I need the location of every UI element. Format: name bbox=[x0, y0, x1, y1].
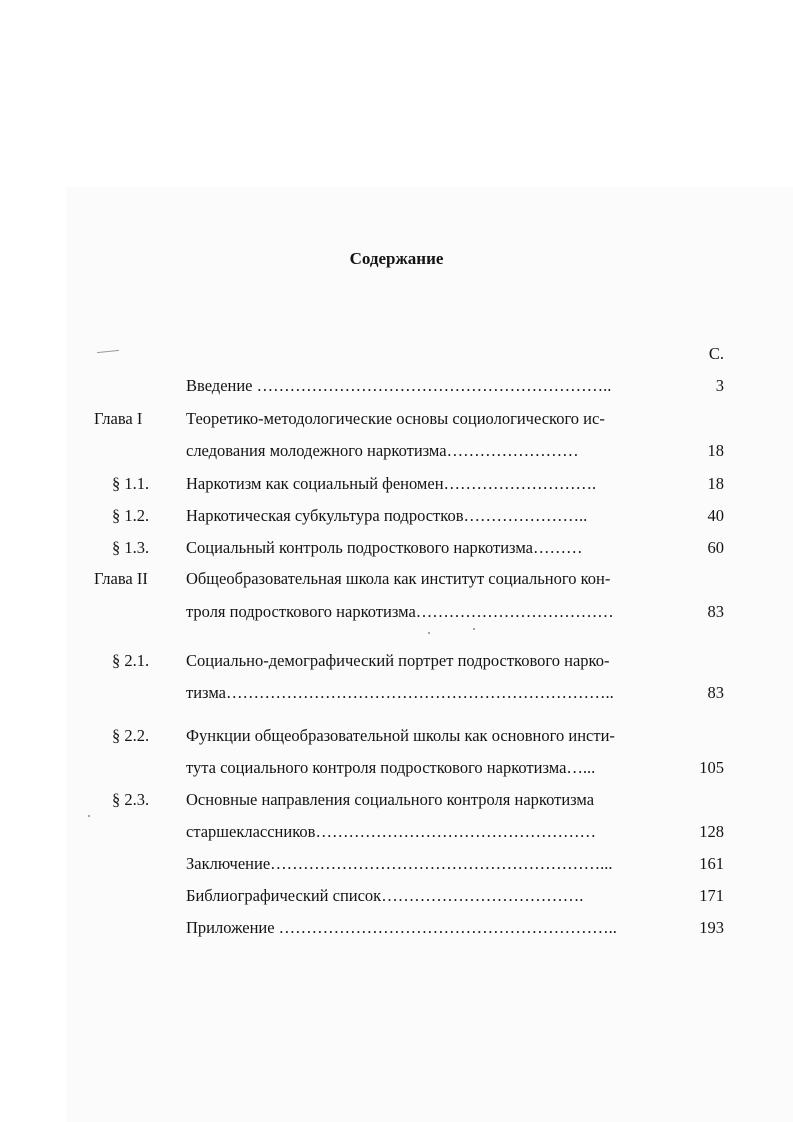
toc-entry-label: § 1.3. bbox=[112, 538, 150, 557]
toc-entry-label: § 1.1. bbox=[112, 474, 150, 493]
page-column-header: С. bbox=[708, 344, 724, 363]
scan-speck bbox=[428, 632, 430, 634]
toc-entry-text: Общеобразовательная школа как институт социального кон- bbox=[186, 569, 611, 588]
toc-entry-page: 18 bbox=[707, 441, 724, 460]
toc-entry-page: 3 bbox=[715, 376, 724, 395]
toc-entry-text: Приложение …………………………………………………….. bbox=[186, 918, 617, 937]
toc-entry-page: 83 bbox=[707, 602, 724, 621]
scan-speck bbox=[473, 628, 475, 630]
toc-entry-text: Социально-демографический портрет подросткового нарко- bbox=[186, 651, 610, 670]
toc-entry-page: 128 bbox=[699, 822, 724, 841]
toc-entry-label: § 2.2. bbox=[112, 726, 150, 745]
toc-entry-text: тизма…………………………………………………………….. bbox=[186, 683, 614, 702]
toc-entry-text: Функции общеобразовательной школы как основного инсти- bbox=[186, 726, 615, 745]
toc-entry-page: 40 bbox=[707, 506, 724, 525]
toc-entry-label: § 2.3. bbox=[112, 790, 150, 809]
toc-entry-page: 18 bbox=[707, 474, 724, 493]
toc-entry-text: тута социального контроля подросткового наркотизма…... bbox=[186, 758, 596, 777]
toc-entry-text: следования молодежного наркотизма…………………… bbox=[186, 441, 579, 460]
toc-entry-page: 193 bbox=[699, 918, 724, 937]
scan-speck bbox=[88, 815, 90, 817]
toc-entry-label: § 1.2. bbox=[112, 506, 150, 525]
toc-entry-text: Введение ……………………………………………………….. bbox=[186, 376, 612, 395]
toc-entry-text: Теоретико-методологические основы социологического ис- bbox=[186, 409, 605, 428]
toc-entry-page: 105 bbox=[699, 758, 724, 777]
toc-entry-page: 171 bbox=[699, 886, 724, 905]
toc-entry-label: Глава II bbox=[94, 569, 148, 588]
toc-title: Содержание bbox=[349, 249, 444, 268]
toc-entry-page: 83 bbox=[707, 683, 724, 702]
toc-entry-text: Социальный контроль подросткового наркотизма……… bbox=[186, 538, 583, 557]
toc-entry-text: Библиографический список………………………………. bbox=[186, 886, 584, 905]
toc-entry-page: 60 bbox=[707, 538, 724, 557]
toc-entry-text: Основные направления социального контроля наркотизма bbox=[186, 790, 595, 809]
toc-entry-text: старшеклассников…………………………………………… bbox=[186, 822, 596, 841]
toc-entry-label: Глава I bbox=[94, 409, 143, 428]
toc-entry-page: 161 bbox=[699, 854, 724, 873]
toc-entry-text: Заключение……………………………………………………... bbox=[186, 854, 613, 873]
toc-entry-text: троля подросткового наркотизма……………………………… bbox=[186, 602, 614, 621]
toc-entry-text: Наркотическая субкультура подростков………………….. bbox=[186, 506, 588, 525]
toc-entry-label: § 2.1. bbox=[112, 651, 150, 670]
toc-entry-text: Наркотизм как социальный феномен………………………. bbox=[186, 474, 597, 493]
